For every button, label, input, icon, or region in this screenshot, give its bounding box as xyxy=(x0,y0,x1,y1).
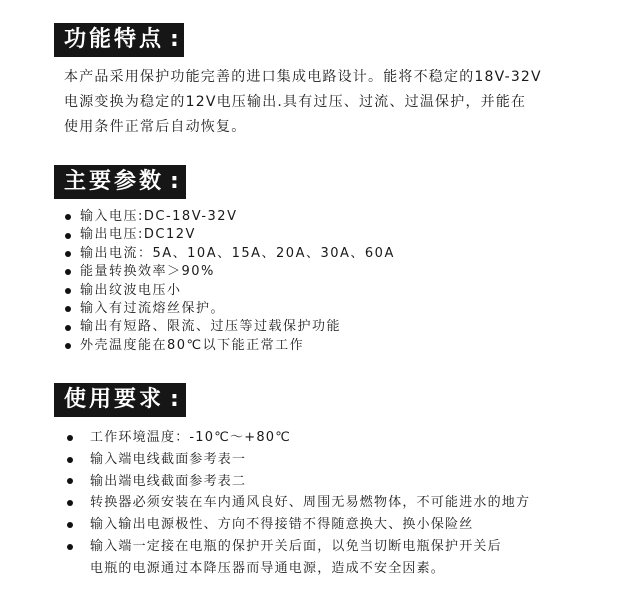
usage-text: 输入输出电源极性、方向不得接错不得随意换大、换小保险丝 xyxy=(90,517,474,533)
bullet-icon xyxy=(65,214,71,220)
list-item xyxy=(64,245,395,263)
list-item-continuation xyxy=(64,558,530,580)
bullet-icon xyxy=(67,522,73,528)
bullet-icon xyxy=(65,233,71,239)
param-text: 输入电压:DC-18V-32V xyxy=(80,209,238,224)
features-heading xyxy=(54,23,184,57)
bullet-icon xyxy=(67,500,73,506)
usage-list xyxy=(64,427,530,580)
bullet-icon xyxy=(65,288,71,294)
list-item xyxy=(64,318,395,336)
list-item xyxy=(64,471,530,493)
features-line-1: 本产品采用保护功能完善的进口集成电路设计。能将不稳定的18V-32V xyxy=(64,69,542,85)
usage-text: 输入端一定接在电瓶的保护开关后面，以免当切断电瓶保护开关后 xyxy=(90,538,502,554)
param-text: 能量转换效率＞90% xyxy=(80,264,215,280)
usage-text: 转换器必须安装在车内通风良好、周围无易燃物体，不可能进水的地方 xyxy=(90,495,531,511)
features-paragraph xyxy=(64,65,624,140)
list-item xyxy=(64,492,530,514)
param-text: 输出纹波电压小 xyxy=(80,282,182,298)
usage-text: 工作环境温度：-10℃～+80℃ xyxy=(90,430,292,445)
usage-heading-text: 使用要求 xyxy=(64,387,165,412)
usage-text: 输入端电线截面参考表一 xyxy=(90,451,247,467)
list-item xyxy=(64,427,530,449)
bullet-icon xyxy=(67,457,73,463)
params-heading-colon: : xyxy=(170,169,182,194)
bullet-icon xyxy=(65,269,71,275)
bullet-icon xyxy=(67,478,73,484)
bullet-icon xyxy=(65,251,71,257)
list-item xyxy=(64,337,395,355)
list-item xyxy=(64,300,395,318)
features-heading-text: 功能特点 xyxy=(64,27,165,52)
usage-text: 输出端电线截面参考表二 xyxy=(90,473,247,489)
features-heading-colon: : xyxy=(170,27,182,52)
bullet-icon xyxy=(65,306,71,312)
param-text: 输入有过流熔丝保护。 xyxy=(80,300,226,316)
usage-heading xyxy=(54,383,186,417)
params-heading xyxy=(54,165,186,199)
list-item xyxy=(64,514,530,536)
bullet-icon xyxy=(67,544,73,550)
list-item xyxy=(64,226,395,244)
bullet-icon xyxy=(65,343,71,349)
list-item xyxy=(64,449,530,471)
features-line-2: 电源变换为稳定的12V电压输出.具有过压、过流、过温保护，并能在 xyxy=(64,94,527,110)
usage-continuation-text: 电瓶的电源通过本降压器而导通电源，造成不安全因素。 xyxy=(90,560,446,576)
param-text: 外壳温度能在80℃以下能正常工作 xyxy=(80,337,305,353)
usage-heading-colon: : xyxy=(170,387,182,412)
list-item xyxy=(64,282,395,300)
list-item xyxy=(64,263,395,281)
params-heading-text: 主要参数 xyxy=(64,169,165,194)
param-text: 输出电压:DC12V xyxy=(80,227,196,243)
param-text: 输出电流：5A、10A、15A、20A、30A、60A xyxy=(80,245,395,261)
params-list xyxy=(64,208,395,355)
bullet-icon xyxy=(67,435,73,441)
list-item xyxy=(64,208,395,226)
param-text: 输出有短路、限流、过压等过载保护功能 xyxy=(80,319,342,335)
features-line-3: 使用条件正常后自动恢复。 xyxy=(64,119,247,135)
bullet-icon xyxy=(65,325,71,331)
list-item xyxy=(64,536,530,558)
